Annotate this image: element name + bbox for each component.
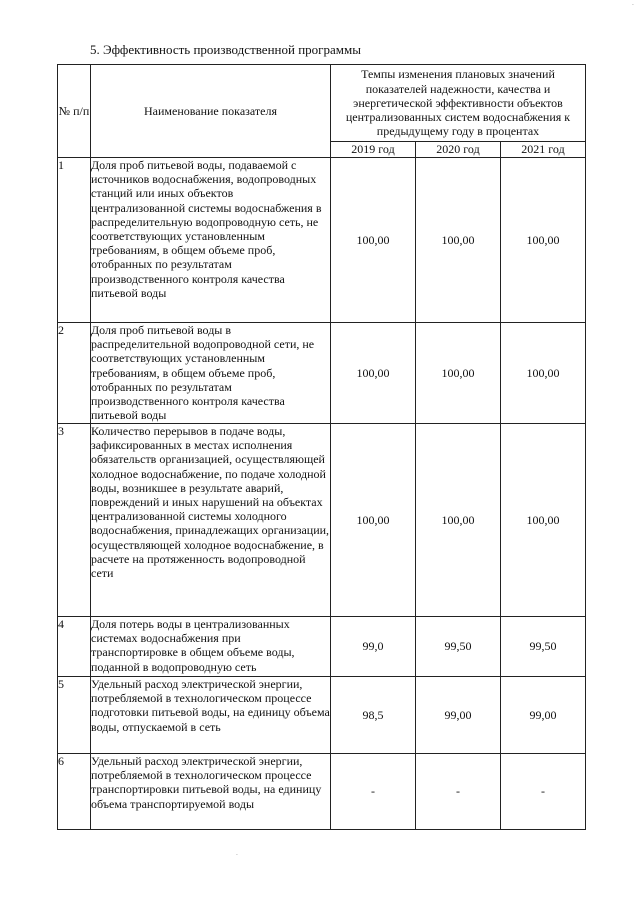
value-2019: 99,0 [331, 617, 416, 677]
table-header [58, 65, 586, 158]
row-number: 1 [58, 158, 91, 323]
table-row [58, 424, 586, 617]
scan-speck: · [632, 2, 634, 9]
value-2020: 99,00 [416, 677, 501, 754]
table-row [58, 754, 586, 830]
row-number: 6 [58, 754, 91, 830]
value-2019: 98,5 [331, 677, 416, 754]
value-2021: 99,50 [501, 617, 586, 677]
indicator-name: Доля проб питьевой воды, подаваемой с источников водоснабжения, водопроводных станций или иных объектов централизованной системы водоснабжения в распределительную водопроводную сеть, не соответствующих установленным требованиям, в общем объеме проб, отобранных по результатам производственного контроля качества питьевой воды [91, 158, 331, 323]
header-num: № п/п [58, 65, 91, 158]
row-number: 3 [58, 424, 91, 617]
table-row [58, 158, 586, 323]
section-title: 5. Эффективность производственной программы [90, 42, 361, 57]
header-name: Наименование показателя [91, 65, 331, 158]
table-row [58, 323, 586, 424]
value-2021: 99,00 [501, 677, 586, 754]
indicator-name: Удельный расход электрической энергии, потребляемой в технологическом процессе транспортировки питьевой воды, на единицу объема транспортируемой воды [91, 754, 331, 830]
row-number: 4 [58, 617, 91, 677]
header-year: 2019 год [331, 142, 416, 158]
header-group: Темпы изменения плановых значений показателей надежности, качества и энергетической эффективности объектов централизованных систем водоснабжения к предыдущему году в процентах [331, 65, 586, 142]
row-number: 2 [58, 323, 91, 424]
value-2019: 100,00 [331, 158, 416, 323]
header-year: 2020 год [416, 142, 501, 158]
header-year: 2021 год [501, 142, 586, 158]
value-2020: 100,00 [416, 424, 501, 617]
value-2021: 100,00 [501, 424, 586, 617]
value-2020: 100,00 [416, 323, 501, 424]
value-2019: 100,00 [331, 424, 416, 617]
indicator-name: Удельный расход электрической энергии, потребляемой в технологическом процессе подготовки питьевой воды, на единицу объема воды, отпускаемой в сеть [91, 677, 331, 754]
scan-speck: · [236, 852, 238, 859]
table-row [58, 677, 586, 754]
value-2021: 100,00 [501, 323, 586, 424]
value-2021: 100,00 [501, 158, 586, 323]
value-2020: 99,50 [416, 617, 501, 677]
indicator-name: Доля потерь воды в централизованных системах водоснабжения при транспортировке в общем объеме воды, поданной в водопроводную сеть [91, 617, 331, 677]
table-row [58, 617, 586, 677]
value-2020: - [416, 754, 501, 830]
indicators-table [57, 64, 586, 830]
row-number: 5 [58, 677, 91, 754]
value-2019: 100,00 [331, 323, 416, 424]
value-2021: - [501, 754, 586, 830]
value-2019: - [331, 754, 416, 830]
value-2020: 100,00 [416, 158, 501, 323]
indicator-name: Количество перерывов в подаче воды, зафиксированных в местах исполнения обязательств организацией, осуществляющей холодное водоснабжение, по подаче холодной воды, возникшее в результате аварий, повреждений и иных нарушений на объектах централизованной системы холодного водоснабжения, принадлежащих организации, осуществляющей холодное водоснабжение, в расчете на протяженность водопроводной сети [91, 424, 331, 617]
indicator-name: Доля проб питьевой воды в распределительной водопроводной сети, не соответствующих установленным требованиям, в общем объеме проб, отобранных по результатам производственного контроля качества питьевой воды [91, 323, 331, 424]
